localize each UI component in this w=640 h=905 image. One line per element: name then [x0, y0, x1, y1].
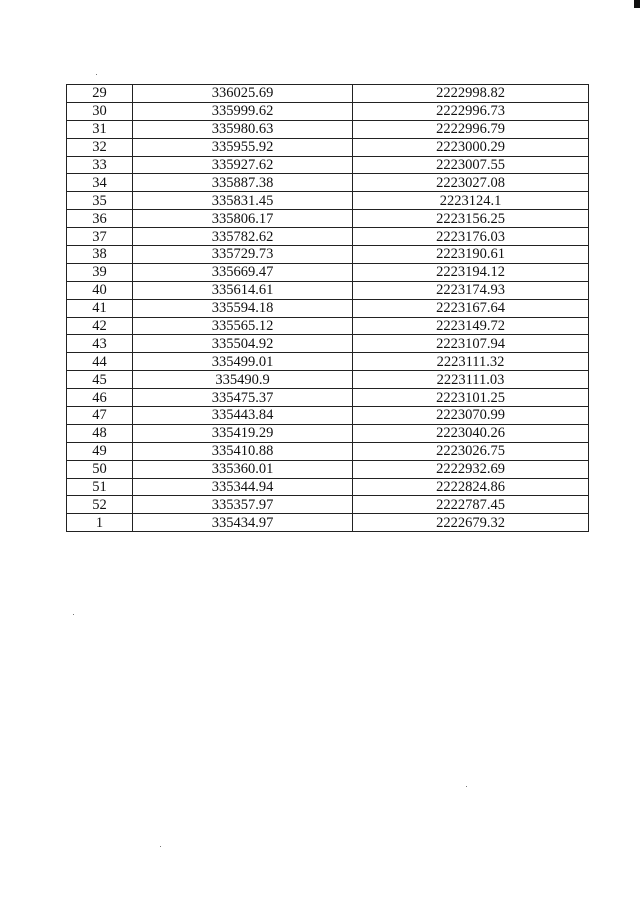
point-number-cell: 45: [67, 371, 133, 389]
point-number-cell: 36: [67, 210, 133, 228]
table-row: [67, 156, 589, 174]
x-coordinate-cell: 335419.29: [133, 424, 353, 442]
table-row: [67, 138, 589, 156]
y-coordinate-cell: 2223101.25: [353, 389, 589, 407]
point-number-cell: 33: [67, 156, 133, 174]
x-coordinate-cell: 335499.01: [133, 353, 353, 371]
table-row: [67, 407, 589, 425]
table-row: [67, 424, 589, 442]
table-row: [67, 102, 589, 120]
y-coordinate-cell: 2223174.93: [353, 281, 589, 299]
y-coordinate-cell: 2223176.03: [353, 228, 589, 246]
coordinate-table: [66, 84, 589, 532]
x-coordinate-cell: 335729.73: [133, 246, 353, 264]
point-number-cell: 37: [67, 228, 133, 246]
x-coordinate-cell: 335669.47: [133, 263, 353, 281]
point-number-cell: 32: [67, 138, 133, 156]
y-coordinate-cell: 2223124.1: [353, 192, 589, 210]
table-row: [67, 317, 589, 335]
y-coordinate-cell: 2223027.08: [353, 174, 589, 192]
table-row: [67, 389, 589, 407]
x-coordinate-cell: 335443.84: [133, 407, 353, 425]
y-coordinate-cell: 2223190.61: [353, 246, 589, 264]
table-row: [67, 442, 589, 460]
table-row: [67, 281, 589, 299]
y-coordinate-cell: 2222932.69: [353, 460, 589, 478]
y-coordinate-cell: 2223007.55: [353, 156, 589, 174]
scan-speck: [466, 786, 467, 787]
y-coordinate-cell: 2222679.32: [353, 514, 589, 532]
y-coordinate-cell: 2222996.73: [353, 102, 589, 120]
scan-speck: [73, 614, 74, 615]
table-row: [67, 514, 589, 532]
y-coordinate-cell: 2223026.75: [353, 442, 589, 460]
point-number-cell: 48: [67, 424, 133, 442]
y-coordinate-cell: 2222998.82: [353, 85, 589, 103]
table-row: [67, 460, 589, 478]
x-coordinate-cell: 335357.97: [133, 496, 353, 514]
y-coordinate-cell: 2222996.79: [353, 120, 589, 138]
point-number-cell: 1: [67, 514, 133, 532]
table-row: [67, 120, 589, 138]
point-number-cell: 46: [67, 389, 133, 407]
x-coordinate-cell: 335360.01: [133, 460, 353, 478]
table-row: [67, 85, 589, 103]
point-number-cell: 43: [67, 335, 133, 353]
table-row: [67, 263, 589, 281]
y-coordinate-cell: 2223194.12: [353, 263, 589, 281]
y-coordinate-cell: 2223107.94: [353, 335, 589, 353]
x-coordinate-cell: 335831.45: [133, 192, 353, 210]
point-number-cell: 44: [67, 353, 133, 371]
scan-speck: [96, 74, 97, 75]
y-coordinate-cell: 2223111.32: [353, 353, 589, 371]
table-row: [67, 299, 589, 317]
table-row: [67, 192, 589, 210]
table-row: [67, 353, 589, 371]
x-coordinate-cell: 335782.62: [133, 228, 353, 246]
y-coordinate-cell: 2223111.03: [353, 371, 589, 389]
point-number-cell: 30: [67, 102, 133, 120]
point-number-cell: 38: [67, 246, 133, 264]
table-row: [67, 371, 589, 389]
point-number-cell: 41: [67, 299, 133, 317]
x-coordinate-cell: 335504.92: [133, 335, 353, 353]
y-coordinate-cell: 2223156.25: [353, 210, 589, 228]
point-number-cell: 49: [67, 442, 133, 460]
table-row: [67, 496, 589, 514]
point-number-cell: 51: [67, 478, 133, 496]
y-coordinate-cell: 2223149.72: [353, 317, 589, 335]
scan-corner-mark: [634, 0, 640, 8]
table-row: [67, 335, 589, 353]
x-coordinate-cell: 335955.92: [133, 138, 353, 156]
x-coordinate-cell: 335475.37: [133, 389, 353, 407]
y-coordinate-cell: 2222787.45: [353, 496, 589, 514]
x-coordinate-cell: 336025.69: [133, 85, 353, 103]
table-row: [67, 228, 589, 246]
point-number-cell: 40: [67, 281, 133, 299]
scan-speck: [160, 846, 161, 847]
x-coordinate-cell: 335614.61: [133, 281, 353, 299]
table-row: [67, 246, 589, 264]
x-coordinate-cell: 335565.12: [133, 317, 353, 335]
x-coordinate-cell: 335490.9: [133, 371, 353, 389]
x-coordinate-cell: 335806.17: [133, 210, 353, 228]
table-row: [67, 478, 589, 496]
x-coordinate-cell: 335980.63: [133, 120, 353, 138]
x-coordinate-cell: 335410.88: [133, 442, 353, 460]
y-coordinate-cell: 2223167.64: [353, 299, 589, 317]
point-number-cell: 42: [67, 317, 133, 335]
x-coordinate-cell: 335344.94: [133, 478, 353, 496]
x-coordinate-cell: 335887.38: [133, 174, 353, 192]
y-coordinate-cell: 2223040.26: [353, 424, 589, 442]
y-coordinate-cell: 2223000.29: [353, 138, 589, 156]
point-number-cell: 31: [67, 120, 133, 138]
point-number-cell: 39: [67, 263, 133, 281]
point-number-cell: 34: [67, 174, 133, 192]
point-number-cell: 29: [67, 85, 133, 103]
table-row: [67, 210, 589, 228]
x-coordinate-cell: 335434.97: [133, 514, 353, 532]
coordinate-table-body: [67, 85, 589, 532]
x-coordinate-cell: 335927.62: [133, 156, 353, 174]
table-row: [67, 174, 589, 192]
y-coordinate-cell: 2222824.86: [353, 478, 589, 496]
point-number-cell: 35: [67, 192, 133, 210]
point-number-cell: 47: [67, 407, 133, 425]
point-number-cell: 50: [67, 460, 133, 478]
x-coordinate-cell: 335999.62: [133, 102, 353, 120]
y-coordinate-cell: 2223070.99: [353, 407, 589, 425]
point-number-cell: 52: [67, 496, 133, 514]
x-coordinate-cell: 335594.18: [133, 299, 353, 317]
